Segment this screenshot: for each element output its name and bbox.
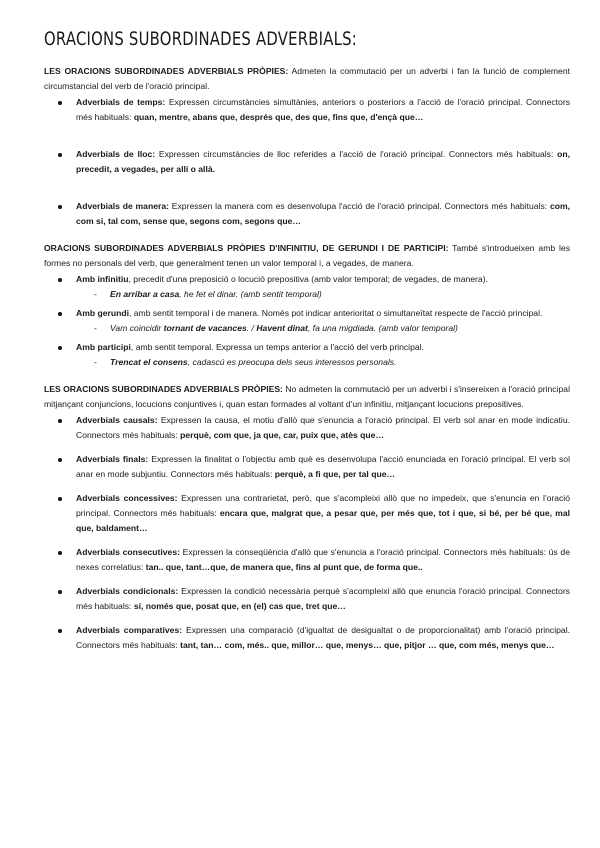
list-item: Amb gerundi, amb sentit temporal i de manera. Només pot indicar anterioritat o simultaneïtat respecte de l'acció principal. - Vam coincidir tornant de vacances. / Havent dinat, fa una migdiada. (amb valor temporal) <box>76 306 570 336</box>
section1-list <box>36 95 570 229</box>
section3-heading: LES ORACIONS SUBORDINADES ADVERBIALS PRÒPIES: <box>44 384 283 394</box>
section3-list <box>36 413 570 653</box>
list-item: Amb infinitiu, precedit d'una preposició o locució prepositiva (amb valor temporal; de vegades, de manera). - En arribar a casa, he fet el dinar. (amb sentit temporal) <box>76 272 570 302</box>
list-item: Adverbials de lloc: Expressen circumstàncies de lloc referides a l'acció de l'oració principal. Connectors més habituals: on, precedit, a vegades, per allí o allà. <box>76 147 570 177</box>
list-item: Adverbials de temps: Expressen circumstàncies simultànies, anteriors o posteriors a l'acció de l'oració principal. Connectors més habituals: quan, mentre, abans que, després que, des que, fins que, d'ençà que… <box>76 95 570 125</box>
section2-heading: ORACIONS SUBORDINADES ADVERBIALS PRÒPIES D'INFINITIU, DE GERUNDI I DE PARTICIPI: <box>44 243 449 253</box>
list-item: Adverbials finals: Expressen la finalitat o l'objectiu amb què es desenvolupa l'acció enunciada en l'oració principal. El verb sol anar en mode subjuntiu. Connectors més habituals: perquè, a fi que, per tal que… <box>76 452 570 482</box>
list-item: Adverbials concessives: Expressen una contrarietat, però, que s'acompleixi allò que no impedeix, que s'enuncia en l'oració principal. Connectors més habituals: encara que, malgrat que, a pesar que, per més que, tot i que, si bé, per bé que, mal que, baldament… <box>76 491 570 536</box>
section3-intro: LES ORACIONS SUBORDINADES ADVERBIALS PRÒPIES: No admeten la commutació per un adverbi i s'insereixen a l'oració principal mitjançant conjuncions, locucions conjuntives i, quan estan formades al voltant d'un infinitiu, mitjançant locucions prepositives. <box>44 384 570 409</box>
section1-intro: LES ORACIONS SUBORDINADES ADVERBIALS PRÒPIES: Admeten la commutació per un adverbi i fan la funció de complement circumstancial del verb de l'oració principal. <box>44 66 570 91</box>
section1-heading: LES ORACIONS SUBORDINADES ADVERBIALS PRÒPIES: <box>44 66 289 76</box>
example: - En arribar a casa, he fet el dinar. (amb sentit temporal) <box>76 287 570 302</box>
list-item: Amb participi, amb sentit temporal. Expressa un temps anterior a l'acció del verb principal. - Trencat el consens, cadascú es preocupa dels seus interessos personals. <box>76 340 570 370</box>
list-item: Adverbials causals: Expressen la causa, el motiu d'allò que s'enuncia a l'oració principal. El verb sol anar en mode indicatiu. Connectors més habituals: perquè, com que, ja que, car, puix que, atès que… <box>76 413 570 443</box>
section2-list <box>36 272 570 370</box>
list-item: Adverbials condicionals: Expressen la condició necessària perquè s'acompleixi allò que enuncia l'oració principal. Connectors més habituals: sí, només que, posat que, en (el) cas que, tret que… <box>76 584 570 614</box>
example: - Vam coincidir tornant de vacances. / Havent dinat, fa una migdiada. (amb valor temporal) <box>76 321 570 336</box>
list-item: Adverbials de manera: Expressen la manera com es desenvolupa l'acció de l'oració principal. Connectors més habituals: com, com si, tal com, sense que, segons com, segons que… <box>76 199 570 229</box>
page-title: ORACIONS SUBORDINADES ADVERBIALS: <box>44 28 357 50</box>
list-item: Adverbials comparatives: Expressen una comparació (d'igualtat de desigualtat o de proporcionalitat) amb l'oració principal. Connectors més habituals: tant, tan… com, més.. que, millor… que, menys… que, pitjor … que, com més, menys que… <box>76 623 570 653</box>
section2-intro: ORACIONS SUBORDINADES ADVERBIALS PRÒPIES D'INFINITIU, DE GERUNDI I DE PARTICIPI: També s'introdueixen amb les formes no personals del verb, que generalment tenen un valor temporal i, a vegades, de manera. <box>44 243 570 268</box>
example: - Trencat el consens, cadascú es preocupa dels seus interessos personals. <box>76 355 570 370</box>
list-item: Adverbials consecutives: Expressen la conseqüència d'allò que s'enuncia a l'oració principal. Connectors més habituals: ús de nexes correlatius: tan.. que, tant…que, de manera que, fins al punt que, de forma que.. <box>76 545 570 575</box>
